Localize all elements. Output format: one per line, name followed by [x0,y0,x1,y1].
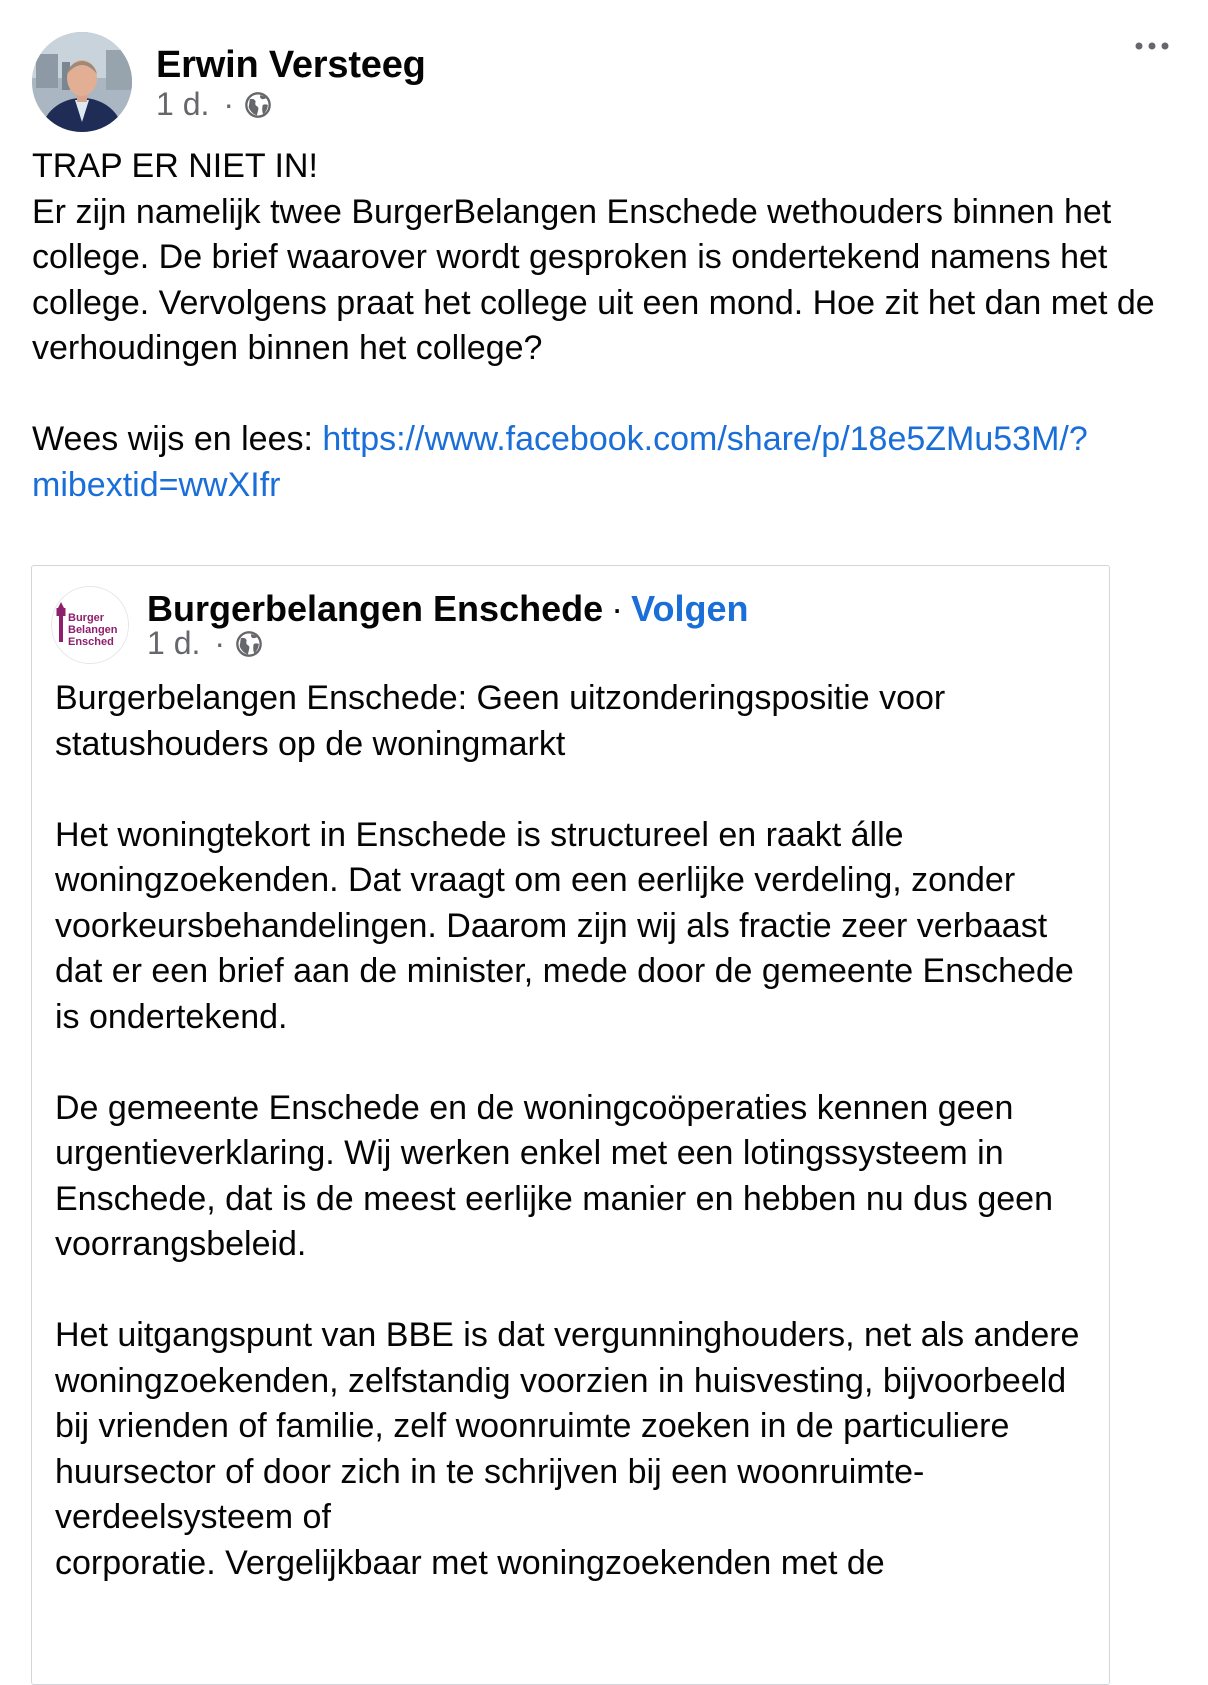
author-avatar[interactable] [32,32,132,132]
shared-link[interactable]: https://www.facebook.com/share/p/18e5ZMu53M/?mibextid=wwXIfr [32,420,1088,504]
post-text [32,144,1172,508]
page-logo[interactable] [51,586,129,664]
page-name[interactable]: Burgerbelangen Enschede [147,588,604,629]
shared-meta-separator: · [214,625,226,661]
logo-text-2: Belangen [68,624,118,636]
shared-post-card[interactable] [31,565,1110,1685]
shared-page-header [147,588,748,630]
meta-separator: · [223,86,235,122]
link-prefix: Wees wijs en lees: [32,420,323,458]
globe-icon [235,630,263,658]
author-name[interactable]: Erwin Versteeg [156,44,426,86]
shared-post-meta [147,625,263,662]
post-timestamp[interactable]: 1 d. [156,86,210,122]
logo-text-3: Ensched [68,636,114,648]
globe-icon [244,91,272,119]
name-separator: · [611,588,624,629]
post-header [32,32,1182,142]
shared-post-text: Burgerbelangen Enschede: Geen uitzonderingspositie voor statushouders op de woningmarkt Het woningtekort in Enschede is structureel en raakt álle woningzoekenden. Dat vraagt om een eerlijke verdeling, zonder voorkeursbehandelingen. Daarom zijn wij als fractie zeer verbaast dat er een brief aan de minister, mede door de gemeente Enschede is ondertekend. De gemeente Enschede en de woningcoöperaties kennen geen urgentieverklaring. Wij werken enkel met een lotingssysteem in Enschede, dat is de meest eerlijke manier en hebben nu dus geen voorrangsbeleid. Het uitgangspunt van BBE is dat vergunninghouders, net als andere woningzoekenden, zelfstandig voorzien in huisvesting, bijvoorbeeld bij vrienden of familie, zelf woonruimte zoeken in de particuliere huursector of door zich in te schrijven bij een woonruimte-verdeelsysteem of corporatie. Vergelijkbaar met woningzoekenden met de [55,679,1080,1582]
shared-post-timestamp[interactable]: 1 d. [147,625,201,661]
logo-text-1: Burger [68,612,105,624]
post-meta [156,86,272,123]
post-body: TRAP ER NIET IN! Er zijn namelijk twee BurgerBelangen Enschede wethouders binnen het college. De brief waarover wordt gesproken is ondertekend namens het college. Vervolgens praat het college uit een mond. Hoe zit het dan met de verhoudingen binnen het college? [32,147,1155,367]
more-options-icon[interactable] [1132,36,1172,56]
follow-button[interactable]: Volgen [631,588,749,629]
